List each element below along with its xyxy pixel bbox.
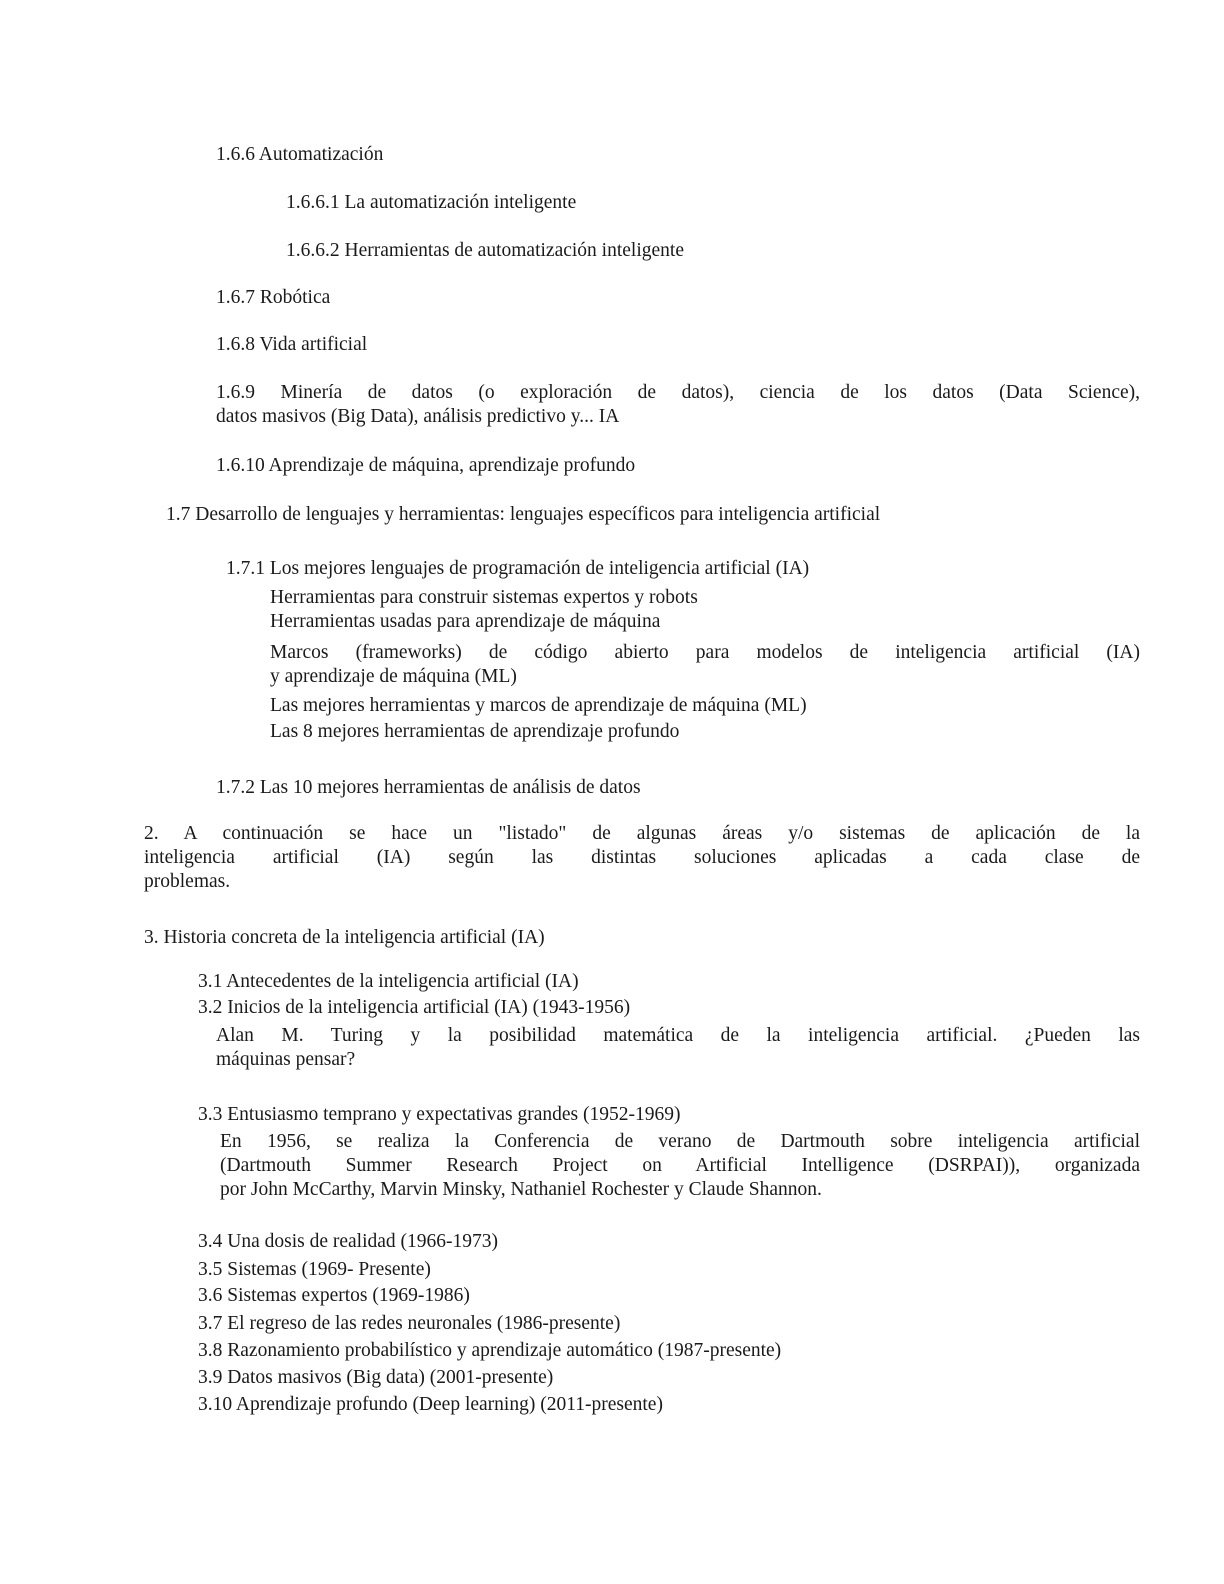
subitem-frameworks <box>270 641 1140 689</box>
subitem-deep-learning-tools: Las 8 mejores herramientas de aprendizaje profundo <box>270 721 680 742</box>
section-3-2-line-2: máquinas pensar? <box>216 1049 356 1070</box>
subitem-expert-systems-tools: Herramientas para construir sistemas expertos y robots <box>270 587 698 608</box>
heading-1-7-1: 1.7.1 Los mejores lenguajes de programación de inteligencia artificial (IA) <box>226 558 810 579</box>
heading-3-1: 3.1 Antecedentes de la inteligencia artificial (IA) <box>198 971 579 992</box>
heading-3-8: 3.8 Razonamiento probabilístico y aprendizaje automático (1987-presente) <box>198 1340 782 1361</box>
heading-3-3: 3.3 Entusiasmo temprano y expectativas grandes (1952-1969) <box>198 1104 681 1125</box>
section-3-2-line-1: Alan M. Turing y la posibilidad matemática de la inteligencia artificial. ¿Pueden las <box>216 1025 1140 1046</box>
heading-1-6-6-1: 1.6.6.1 La automatización inteligente <box>286 192 577 213</box>
heading-1-7: 1.7 Desarrollo de lenguajes y herramientas: lenguajes específicos para inteligencia artificial <box>166 504 881 525</box>
section-2-paragraph <box>144 822 1140 894</box>
section-3-3-line-2: (Dartmouth Summer Research Project on Artificial Intelligence (DSRPAI)), organizada <box>220 1155 1140 1176</box>
section-3-3-text <box>220 1130 1140 1202</box>
heading-3-6: 3.6 Sistemas expertos (1969-1986) <box>198 1285 470 1306</box>
heading-1-6-9-line-2: datos masivos (Big Data), análisis predictivo y... IA <box>216 406 620 427</box>
section-3-2-text <box>216 1024 1140 1072</box>
section-2-line-1: 2. A continuación se hace un "listado" de algunas áreas y/o sistemas de aplicación de la <box>144 823 1140 844</box>
subitem-ml-tools: Herramientas usadas para aprendizaje de máquina <box>270 611 661 632</box>
section-3-3-line-3: por John McCarthy, Marvin Minsky, Nathaniel Rochester y Claude Shannon. <box>220 1179 822 1200</box>
heading-1-6-9 <box>216 381 1140 429</box>
subitem-frameworks-line-2: y aprendizaje de máquina (ML) <box>270 666 517 687</box>
heading-3-4: 3.4 Una dosis de realidad (1966-1973) <box>198 1231 499 1252</box>
heading-1-7-2: 1.7.2 Las 10 mejores herramientas de análisis de datos <box>216 777 641 798</box>
heading-1-6-8: 1.6.8 Vida artificial <box>216 334 368 355</box>
heading-3-9: 3.9 Datos masivos (Big data) (2001-presente) <box>198 1367 554 1388</box>
heading-3: 3. Historia concreta de la inteligencia artificial (IA) <box>144 927 545 948</box>
section-2-line-2: inteligencia artificial (IA) según las distintas soluciones aplicadas a cada clase de <box>144 847 1140 868</box>
heading-3-7: 3.7 El regreso de las redes neuronales (1986-presente) <box>198 1313 621 1334</box>
subitem-best-ml-tools: Las mejores herramientas y marcos de aprendizaje de máquina (ML) <box>270 695 807 716</box>
heading-3-2: 3.2 Inicios de la inteligencia artificial (IA) (1943-1956) <box>198 997 631 1018</box>
heading-3-5: 3.5 Sistemas (1969- Presente) <box>198 1259 431 1280</box>
heading-3-10: 3.10 Aprendizaje profundo (Deep learning) (2011-presente) <box>198 1394 663 1415</box>
heading-1-6-7: 1.6.7 Robótica <box>216 287 331 308</box>
section-2-line-3: problemas. <box>144 871 231 892</box>
section-3-3-line-1: En 1956, se realiza la Conferencia de verano de Dartmouth sobre inteligencia artificial <box>220 1131 1140 1152</box>
subitem-frameworks-line-1: Marcos (frameworks) de código abierto para modelos de inteligencia artificial (IA) <box>270 642 1140 663</box>
heading-1-6-10: 1.6.10 Aprendizaje de máquina, aprendizaje profundo <box>216 455 636 476</box>
heading-1-6-9-line-1: 1.6.9 Minería de datos (o exploración de datos), ciencia de los datos (Data Science), <box>216 382 1140 403</box>
heading-1-6-6: 1.6.6 Automatización <box>216 144 384 165</box>
heading-1-6-6-2: 1.6.6.2 Herramientas de automatización inteligente <box>286 240 684 261</box>
